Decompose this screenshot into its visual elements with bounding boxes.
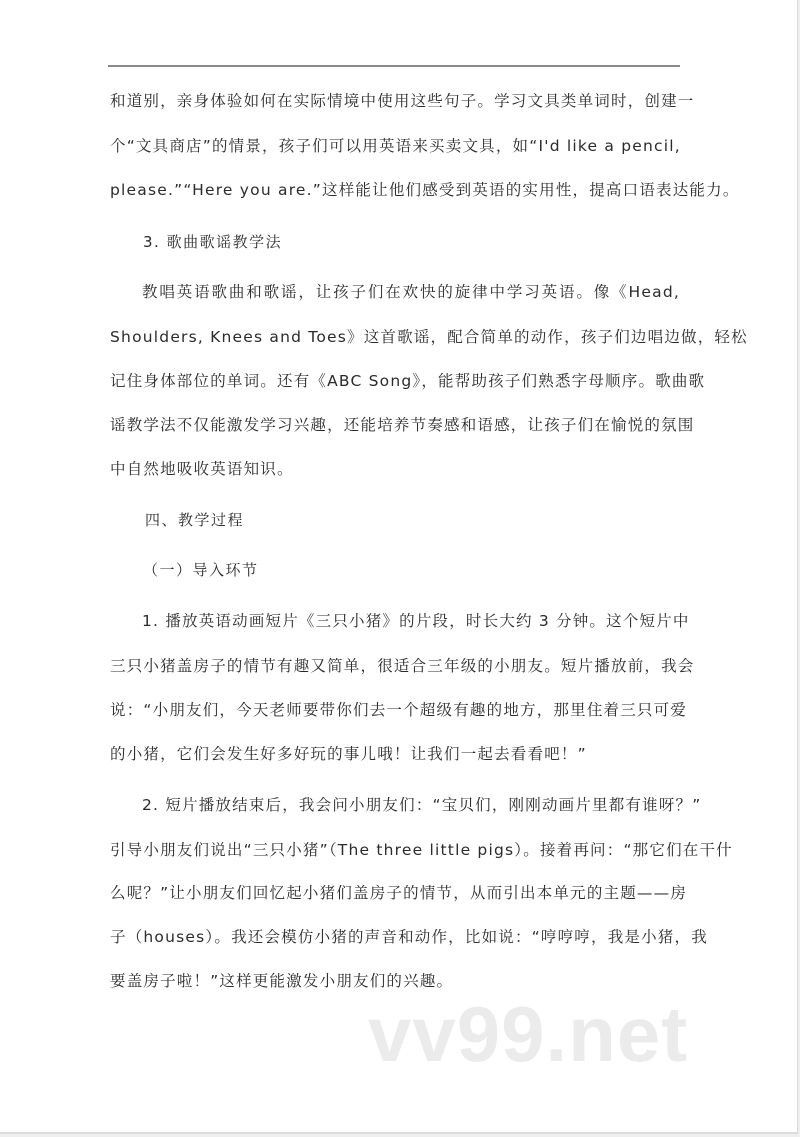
text-line: 谣教学法不仅能激发学习兴趣，还能培养节奏感和语感，让孩子们在愉悦的氛围 bbox=[110, 416, 695, 434]
section-heading-4: 四、教学过程 bbox=[145, 511, 245, 529]
text-line: Shoulders, Knees and Toes》这首歌谣，配合简单的动作，孩子们边唱边做，轻松 bbox=[110, 328, 748, 346]
text-line: 1. 播放英语动画短片《三只小猪》的片段，时长大约 3 分钟。这个短片中 bbox=[142, 612, 690, 630]
text-line: 和道别，亲身体验如何在实际情境中使用这些句子。学习文具类单词时，创建一 bbox=[110, 92, 695, 110]
text-line: please.”“Here you are.”这样能让他们感受到英语的实用性，提高口语表达能力。 bbox=[110, 181, 740, 199]
subsection-heading: （一）导入环节 bbox=[143, 561, 259, 579]
watermark: vv99.net bbox=[368, 990, 689, 1078]
text-line: 中自然地吸收英语知识。 bbox=[110, 460, 294, 478]
text-line: 么呢？”让小朋友们回忆起小猪们盖房子的情节，从而引出本单元的主题——房 bbox=[110, 884, 688, 902]
text-line: 三只小猪盖房子的情节有趣又简单，很适合三年级的小朋友。短片播放前，我会 bbox=[110, 657, 695, 675]
text-line: 的小猪，它们会发生好多好玩的事儿哦！让我们一起去看看吧！” bbox=[110, 745, 587, 763]
text-line: 引导小朋友们说出“三只小猪”（The three little pigs）。接着再问：“那它们在干什 bbox=[110, 841, 733, 859]
text-line: 要盖房子啦！”这样更能激发小朋友们的兴趣。 bbox=[110, 972, 454, 990]
text-line: 2. 短片播放结束后，我会问小朋友们：“宝贝们，刚刚动画片里都有谁呀？” bbox=[142, 796, 702, 814]
text-line: 说：“小朋友们，今天老师要带你们去一个超级有趣的地方，那里住着三只可爱 bbox=[110, 701, 688, 719]
text-line: 记住身体部位的单词。还有《ABC Song》，能帮助孩子们熟悉字母顺序。歌曲歌 bbox=[110, 372, 706, 390]
header-rule bbox=[108, 65, 680, 67]
text-line: 子（houses）。我还会模仿小猪的声音和动作，比如说：“哼哼哼，我是小猪，我 bbox=[110, 928, 708, 946]
text-line: 教唱英语歌曲和歌谣，让孩子们在欢快的旋律中学习英语。像《Head, bbox=[142, 283, 680, 301]
section-heading-3: 3. 歌曲歌谣教学法 bbox=[143, 233, 283, 251]
text-line: 个“文具商店”的情景，孩子们可以用英语来买卖文具，如“I'd like a pencil, bbox=[110, 137, 681, 155]
